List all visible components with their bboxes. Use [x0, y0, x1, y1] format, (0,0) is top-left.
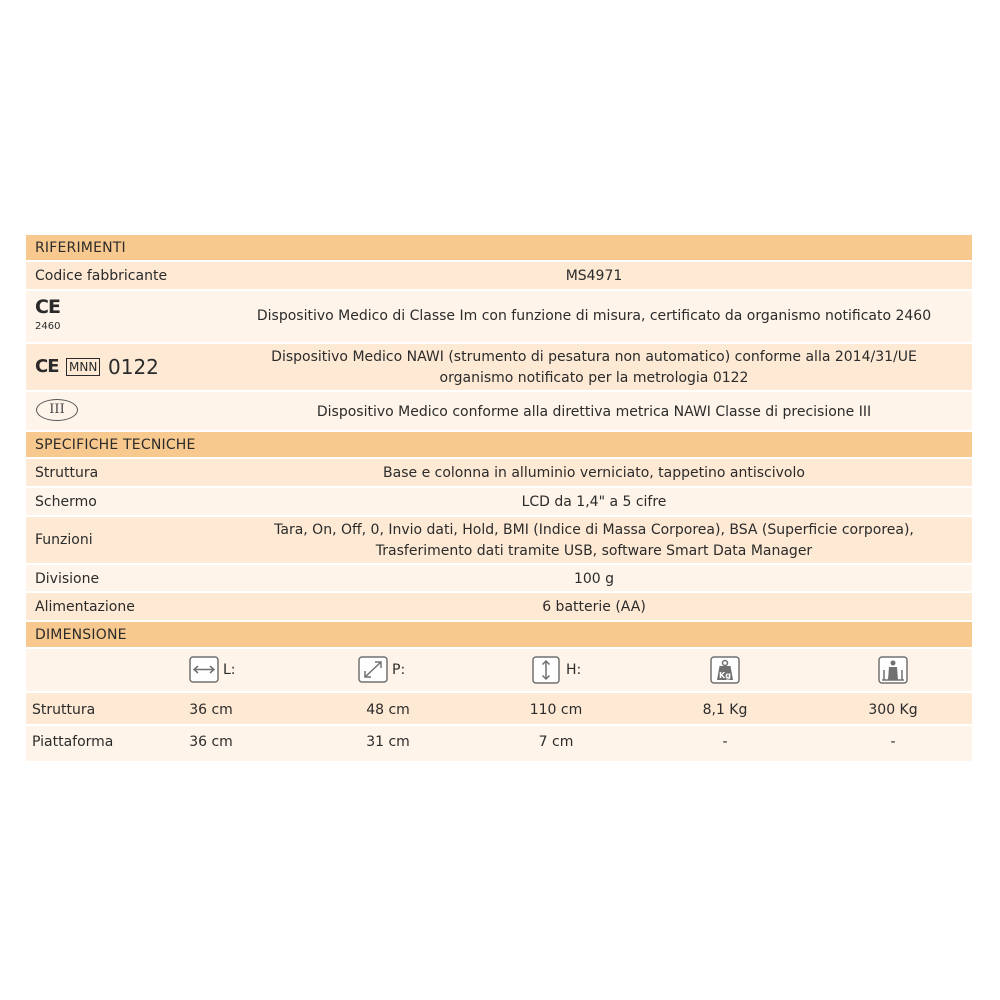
dimension-label-h: H:: [566, 662, 582, 678]
dim-max-load-value: -: [890, 734, 896, 750]
row-divisione: [26, 565, 972, 593]
dimension-label-p: P:: [392, 662, 406, 678]
metrology-m-icon: MNN: [66, 358, 100, 376]
section-header-specifiche: [26, 432, 972, 459]
row-value: Dispositivo Medico di Classe Im con funzione di misura, certificato da organismo notificato 2460: [256, 308, 932, 324]
dim-weight-value: -: [722, 734, 728, 750]
row-label: Schermo: [35, 494, 97, 510]
height-arrows-icon: [532, 656, 560, 688]
depth-arrow-icon: [358, 656, 388, 687]
width-arrows-icon: [189, 656, 219, 687]
row-ce-nawi: [26, 344, 972, 392]
dim-weight-value: 8,1 Kg: [702, 702, 748, 718]
row-alimentazione: [26, 593, 972, 622]
row-dimension-icons: [26, 649, 972, 693]
row-value: Dispositivo Medico NAWI (strumento di pesatura non automatico) conforme alla 2014/31/UE organismo notificato per la metrologia 0122: [271, 349, 917, 386]
row-label: Struttura: [35, 465, 99, 481]
row-label: Piattaforma: [32, 734, 114, 750]
row-classe-iii: [26, 392, 972, 432]
spec-sheet: [26, 235, 972, 761]
dim-length-value: 36 cm: [189, 702, 233, 718]
row-label: Codice fabbricante: [35, 268, 168, 284]
row-label: Struttura: [32, 702, 96, 718]
row-label: Funzioni: [35, 532, 93, 548]
weight-kg-icon: [710, 656, 740, 688]
row-codice-fabbricante: [26, 262, 972, 291]
row-value: LCD da 1,4" a 5 cifre: [521, 494, 667, 510]
row-label: Alimentazione: [35, 599, 135, 615]
dim-height-value: 7 cm: [538, 734, 574, 750]
row-value: Tara, On, Off, 0, Invio dati, Hold, BMI (Indice di Massa Corporea), BSA (Superficie corporea), Trasferimento dati tramite USB, software Smart Data Manager: [274, 522, 914, 559]
dim-max-load-value: 300 Kg: [868, 702, 918, 718]
row-ce-2460: [26, 291, 972, 344]
dim-depth-value: 48 cm: [366, 702, 410, 718]
section-header-dimensione: [26, 622, 972, 649]
max-load-icon: [878, 656, 908, 688]
row-label: Divisione: [35, 571, 100, 587]
svg-text:Kg: Kg: [719, 671, 731, 680]
row-funzioni: [26, 517, 972, 565]
dim-length-value: 36 cm: [189, 734, 233, 750]
row-struttura: [26, 459, 972, 488]
section-title: RIFERIMENTI: [35, 240, 126, 256]
row-dim-struttura: [26, 693, 972, 726]
section-title: DIMENSIONE: [35, 627, 127, 643]
row-value: Base e colonna in alluminio verniciato, tappetino antiscivolo: [383, 465, 805, 481]
dim-height-value: 110 cm: [529, 702, 583, 718]
row-value: Dispositivo Medico conforme alla direttiva metrica NAWI Classe di precisione III: [316, 404, 872, 420]
dimension-label-l: L:: [223, 662, 236, 678]
accuracy-class-iii-icon: III: [36, 399, 78, 421]
row-value: 100 g: [573, 571, 615, 587]
ce-mark-icon: CE 2460: [35, 296, 61, 332]
ce-metrology-mark-icon: CE MNN 0122: [35, 355, 159, 379]
section-title: SPECIFICHE TECNICHE: [35, 437, 196, 453]
row-value: MS4971: [565, 268, 623, 284]
dim-depth-value: 31 cm: [366, 734, 410, 750]
row-value: 6 batterie (AA): [542, 599, 646, 615]
row-schermo: [26, 488, 972, 517]
row-dim-piattaforma: [26, 726, 972, 761]
section-header-riferimenti: [26, 235, 972, 262]
